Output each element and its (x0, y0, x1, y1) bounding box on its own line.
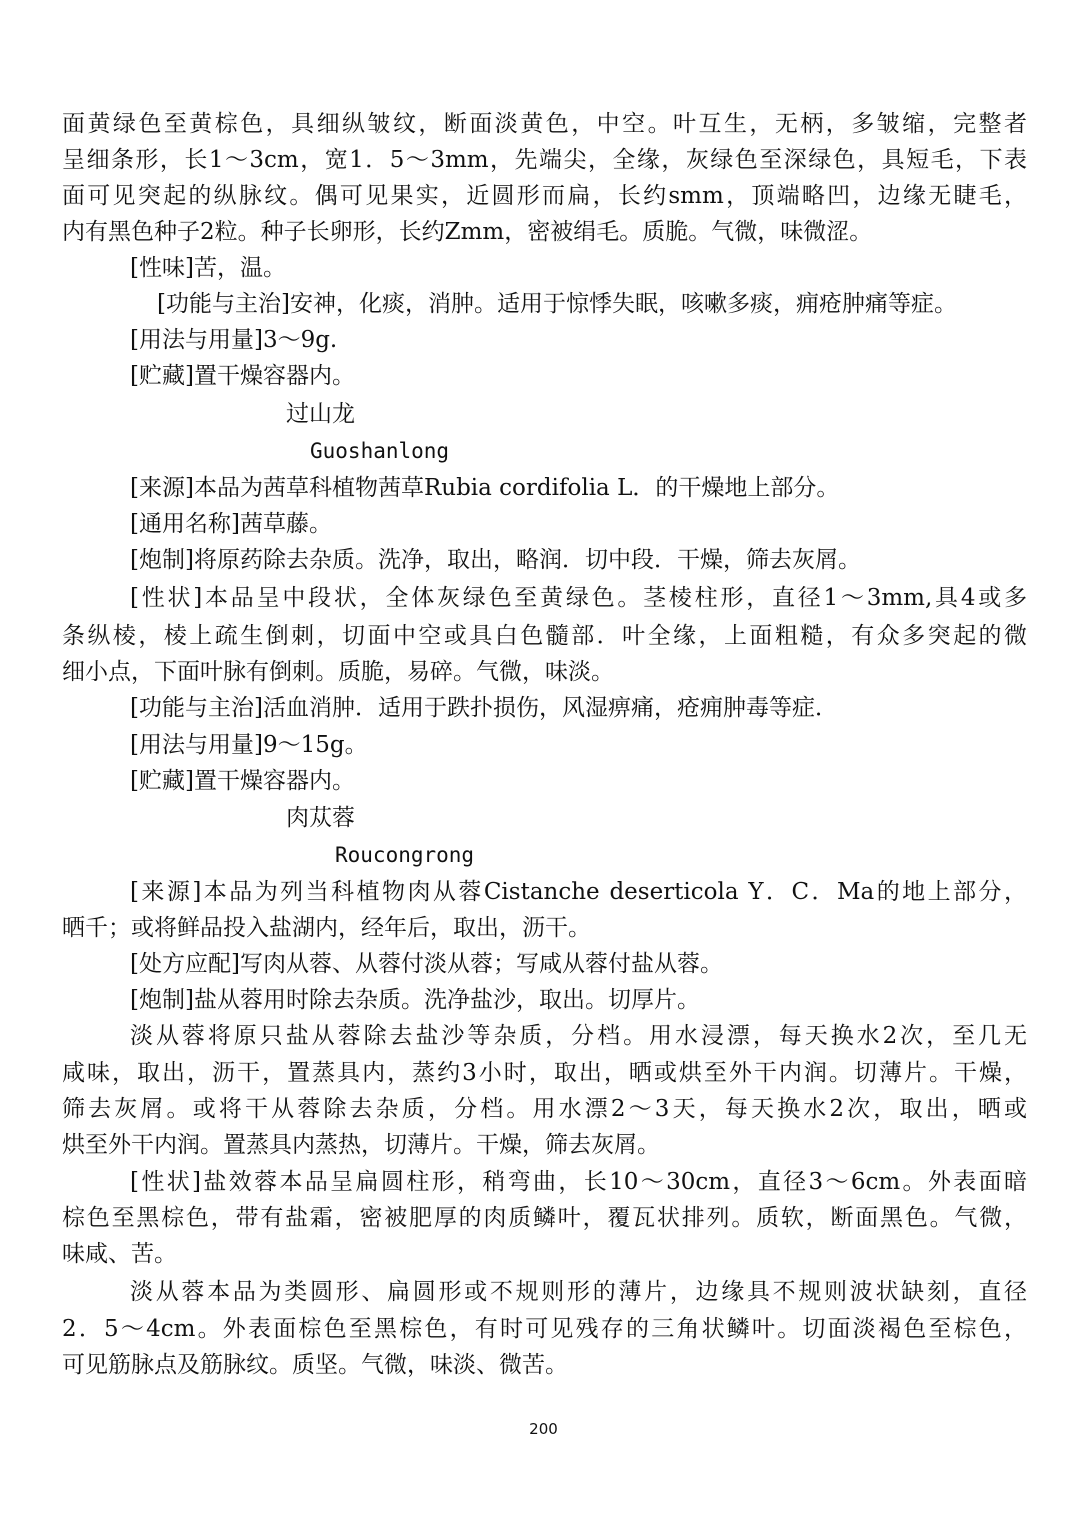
section-pinyin: Roucongrong (335, 843, 475, 867)
text-line: 条纵棱，棱上疏生倒刺，切面中空或具白色髓部．叶全缘，上面粗糙，有众多突起的微 (62, 623, 1027, 649)
text-line: 味咸、苦。 (62, 1241, 177, 1267)
text-line: 面黄绿色至黄棕色，具细纵皱纹，断面淡黄色，中空。叶互生，无柄，多皱缩，完整者 (62, 111, 1027, 137)
text-line: 2．5～4cm。外表面棕色至黑棕色，有时可见残存的三角状鳞叶。切面淡褐色至棕色， (62, 1316, 1027, 1342)
text-line: [来源]本品为茜草科植物茜草Rubia cordifolia L．的干燥地上部分。 (130, 475, 840, 501)
text-line: 面可见突起的纵脉纹。偶可见果实，近圆形而扁，长约smm，顶端略凹，边缘无睫毛， (62, 183, 1027, 209)
text-line: 晒千；或将鲜品投入盐湖内，经年后，取出，沥干。 (62, 915, 591, 941)
text-line: 淡从蓉将原只盐从蓉除去盐沙等杂质，分档。用水浸漂，每天换水2次，至几无 (130, 1023, 1027, 1049)
text-line: [性状]本品呈中段状，全体灰绿色至黄绿色。茎棱柱形，直径1～3mm,具4或多 (130, 585, 1027, 611)
text-line: [性味]苦，温。 (130, 255, 286, 281)
text-line: 烘至外干内润。置蒸具内蒸热，切薄片。干燥，筛去灰屑。 (62, 1132, 660, 1158)
text-line: 细小点，下面叶脉有倒刺。质脆，易碎。气微，味淡。 (62, 659, 614, 685)
text-line: [炮制]将原药除去杂质。洗净，取出，略润．切中段．干燥，筛去灰屑。 (130, 547, 861, 573)
text-line: 咸味，取出，沥干，置蒸具内，蒸约3小时，取出，晒或烘至外干内润。切薄片。干燥， (62, 1060, 1027, 1086)
text-line: 淡从蓉本品为类圆形、扁圆形或不规则形的薄片，边缘具不规则波状缺刻，直径 (130, 1279, 1027, 1305)
text-line: [处方应配]写肉从蓉、从蓉付淡从蓉；写咸从蓉付盐从蓉。 (130, 951, 723, 977)
text-line: [炮制]盐从蓉用时除去杂质。洗净盐沙，取出。切厚片。 (130, 987, 700, 1013)
text-line: [性状]盐效蓉本品呈扁圆柱形，稍弯曲，长10～30cm，直径3～6cm。外表面暗 (130, 1169, 1027, 1195)
text-line: 筛去灰屑。或将干从蓉除去杂质，分档。用水漂2～3天，每天换水2次，取出，晒或 (62, 1096, 1027, 1122)
section-title: 肉苁蓉 (286, 805, 355, 831)
text-line: 呈细条形，长1～3cm，宽1．5～3mm，先端尖，全缘，灰绿色至深绿色，具短毛，下表 (62, 147, 1027, 173)
text-line: [功能与主治]活血消肿．适用于跌扑损伤，风湿痹痛，疮痈肿毒等症． (130, 695, 838, 721)
text-line: [用法与用量]3～9g. (130, 327, 338, 353)
section-pinyin: Guoshanlong (310, 439, 450, 463)
text-line: [通用名称]茜草藤。 (130, 511, 332, 537)
text-line: 棕色至黑棕色，带有盐霜，密被肥厚的肉质鳞叶，覆瓦状排列。质软，断面黑色。气微， (62, 1205, 1027, 1231)
section-title: 过山龙 (286, 401, 355, 427)
text-line: [来源]本品为列当科植物肉从蓉Cistanche deserticola Y．C．Ma的地上部分， (130, 879, 1027, 905)
text-line: [贮藏]置干燥容器内。 (130, 363, 355, 389)
text-line: [功能与主治]安神，化痰，消肿。适用于惊悸失眠，咳嗽多痰，痈疮肿痛等症。 (157, 291, 957, 317)
text-line: [用法与用量]9～15g。 (130, 732, 368, 758)
text-line: 可见筋脉点及筋脉纹。质坚。气微，味淡、微苦。 (62, 1352, 568, 1378)
page-number: 200 (529, 1420, 558, 1438)
text-line: 内有黑色种子2粒。种子长卵形，长约Zmm，密被绢毛。质脆。气微，味微涩。 (62, 219, 873, 245)
text-line: [贮藏]置干燥容器内。 (130, 768, 355, 794)
